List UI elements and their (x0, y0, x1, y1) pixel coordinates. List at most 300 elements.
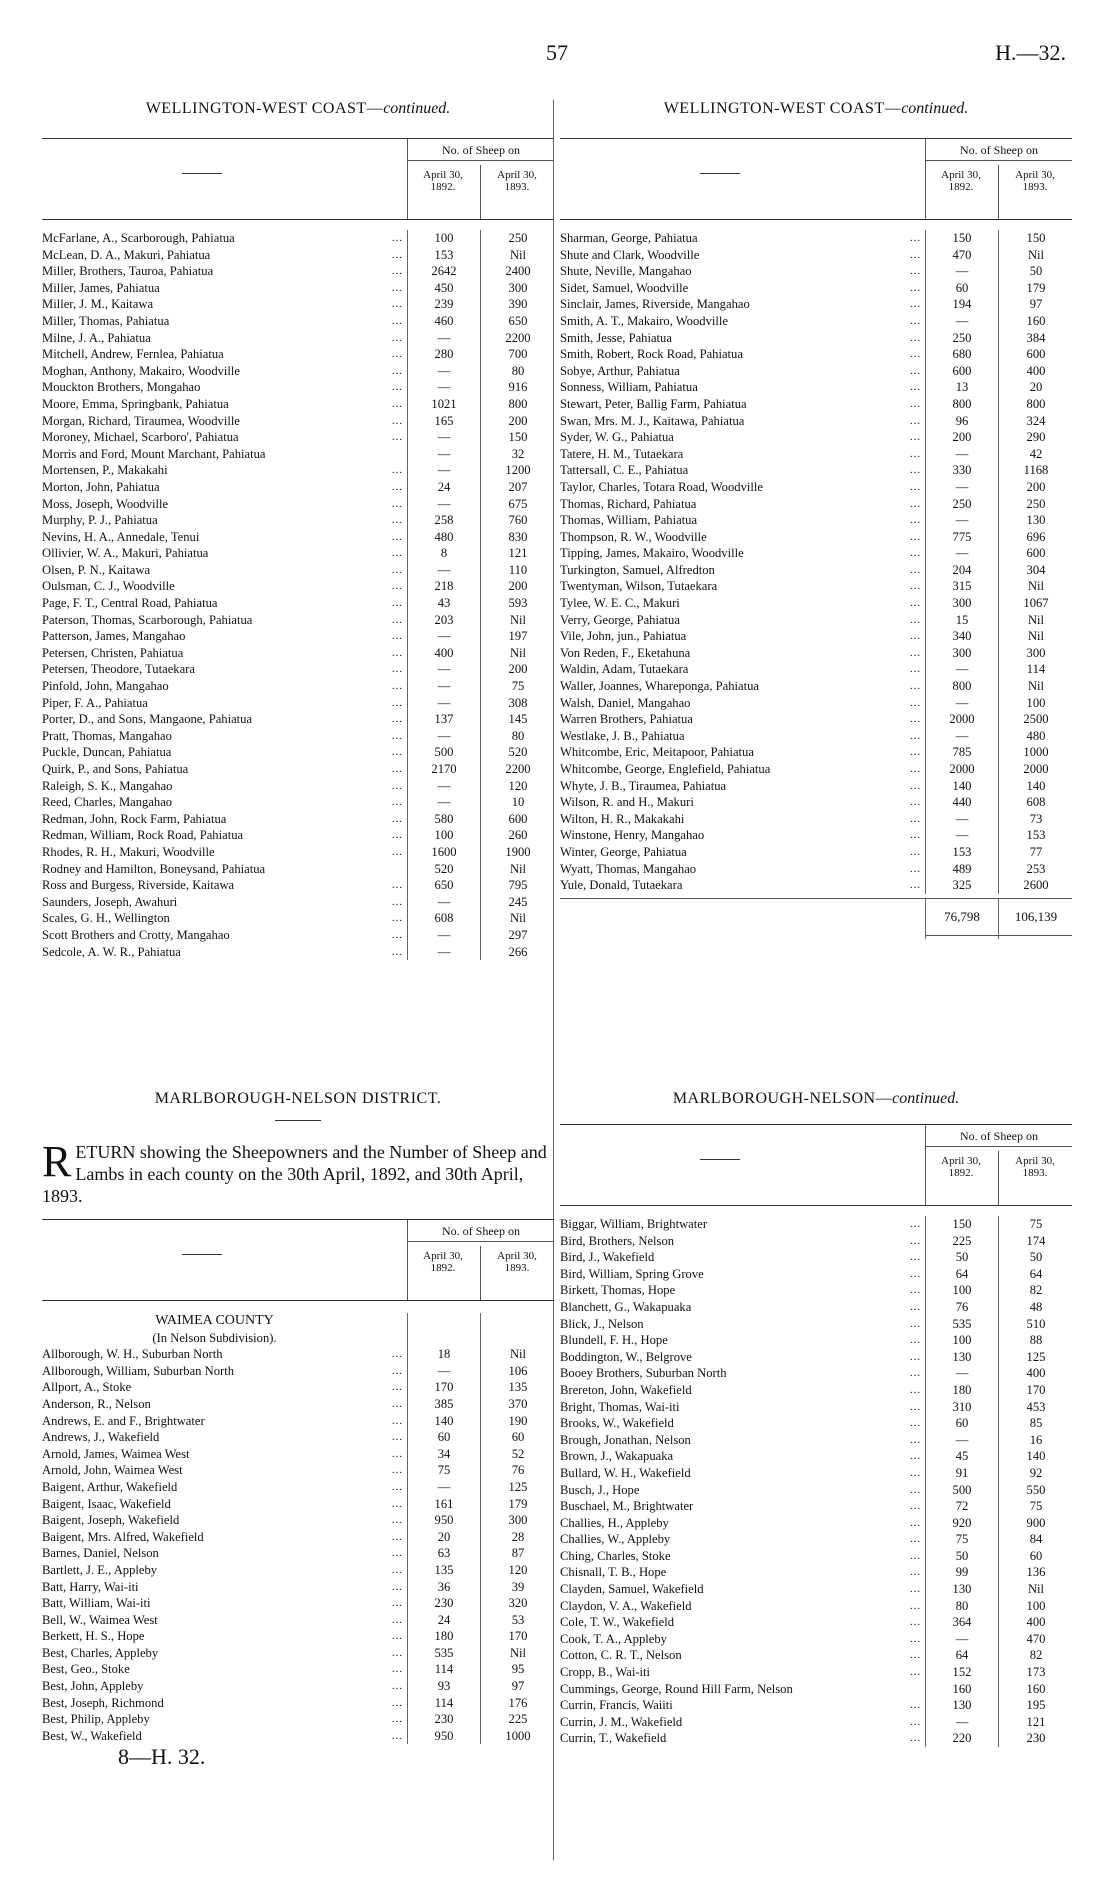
leader-dots: … (909, 248, 921, 261)
leader-dots: … (391, 1381, 403, 1394)
leader-dots: … (391, 1547, 403, 1560)
sheep-1893: 121 (1026, 1714, 1046, 1729)
owner-name: Murphy, P. J., Pahiatua (42, 513, 158, 528)
table-row (42, 1413, 554, 1430)
sheep-1893: 121 (508, 546, 528, 561)
table-row (560, 1415, 1072, 1432)
leader-dots: … (909, 862, 921, 875)
sheep-1893: Nil (509, 645, 527, 660)
sheep-1893: Nil (509, 612, 527, 627)
sheep-1892: — (437, 562, 451, 577)
table-row (560, 1548, 1072, 1565)
sheep-1893: 2600 (1023, 878, 1049, 893)
table-row (560, 1564, 1072, 1581)
sheep-1893: 608 (1026, 795, 1046, 810)
totals-row (560, 898, 1072, 939)
sheep-1892: 99 (955, 1565, 969, 1580)
owner-name: Westlake, J. B., Pahiatua (560, 728, 685, 743)
owner-name: Petersen, Theodore, Tutaekara (42, 662, 195, 677)
sheep-1893: 120 (508, 778, 528, 793)
table-row (42, 313, 554, 330)
leader-dots: … (391, 1713, 403, 1726)
table-row (560, 1299, 1072, 1316)
sheep-1893: 28 (511, 1529, 525, 1544)
owner-name: Redman, John, Rock Farm, Pahiatua (42, 811, 227, 826)
sheep-1892: 64 (955, 1266, 969, 1281)
leader-dots: … (909, 696, 921, 709)
sheep-1893: 125 (1026, 1349, 1046, 1364)
owner-name: Allport, A., Stoke (42, 1380, 132, 1395)
table-row (42, 446, 554, 463)
table-row (560, 1498, 1072, 1515)
table-row (42, 695, 554, 712)
sheep-1892: 204 (952, 562, 972, 577)
table-header (560, 138, 1072, 220)
leader-dots: … (909, 613, 921, 626)
leader-dots: … (391, 729, 403, 742)
sheep-1893: 160 (1026, 1681, 1046, 1696)
sheep-1893: 170 (508, 1629, 528, 1644)
sheep-1892: 114 (434, 1662, 454, 1677)
sheep-1892: 60 (955, 1416, 969, 1431)
leader-dots: … (391, 713, 403, 726)
sheep-1892: 950 (434, 1728, 454, 1743)
owner-name: Nevins, H. A., Annedale, Tenui (42, 529, 200, 544)
sheep-1892: 400 (434, 645, 454, 660)
table-row (42, 1512, 554, 1529)
leader-dots: … (391, 1696, 403, 1709)
sheep-1892: — (955, 695, 969, 710)
sheep-1893: 1200 (505, 463, 531, 478)
leader-dots: … (391, 1613, 403, 1626)
page-number: 57 (546, 40, 568, 65)
sheep-1892: — (437, 944, 451, 959)
table-row (560, 695, 1072, 712)
leader-dots: … (391, 281, 403, 294)
sheep-1893: 140 (1026, 778, 1046, 793)
leader-dots: … (909, 812, 921, 825)
sheep-1893: 176 (508, 1695, 528, 1710)
sheep-1893: 150 (1026, 231, 1046, 245)
sheep-1893: 100 (1026, 695, 1046, 710)
table-row (42, 1728, 554, 1745)
sheep-1893: 2400 (505, 264, 531, 279)
sheep-1892: 180 (434, 1629, 454, 1644)
header-no-of-sheep: No. of Sheep on (926, 143, 1072, 161)
sheep-1893: 800 (508, 396, 528, 411)
table-row (42, 1462, 554, 1479)
leader-dots: … (909, 646, 921, 659)
section-title: WELLINGTON-WEST COAST—continued. (145, 100, 451, 117)
sheep-1892: — (955, 1714, 969, 1729)
sheep-1893: 207 (508, 479, 528, 494)
leader-dots: … (391, 779, 403, 792)
owner-name: Blanchett, G., Wakapuaka (560, 1299, 692, 1314)
leader-dots: … (391, 497, 403, 510)
sheep-1892: — (437, 330, 451, 345)
wellington-west-coast-left (42, 100, 554, 960)
owner-name: Tatere, H. M., Tutaekara (560, 446, 684, 461)
sheep-1892: — (437, 695, 451, 710)
sheep-1893: 100 (1026, 1598, 1046, 1613)
owner-name: Arnold, John, Waimea West (42, 1463, 183, 1478)
table-row (42, 910, 554, 927)
leader-dots: … (909, 1450, 921, 1463)
leader-dots: … (909, 1367, 921, 1380)
sheep-1893: 125 (508, 1479, 528, 1494)
sheep-1892: — (437, 363, 451, 378)
table-row (42, 1346, 554, 1363)
table-row (42, 678, 554, 695)
table-row (42, 1711, 554, 1728)
owner-name: Cook, T. A., Appleby (560, 1631, 667, 1646)
table-row (560, 612, 1072, 629)
leader-dots: … (909, 364, 921, 377)
leader-dots: … (391, 696, 403, 709)
table-row (42, 778, 554, 795)
leader-dots: … (391, 646, 403, 659)
leader-dots: … (909, 663, 921, 676)
leader-dots: … (391, 1447, 403, 1460)
sheep-1892: 315 (952, 579, 972, 594)
leader-dots: … (391, 879, 403, 892)
leader-dots: … (909, 514, 921, 527)
table-row (560, 1482, 1072, 1499)
sheep-1893: 82 (1029, 1283, 1043, 1298)
owner-name: Ollivier, W. A., Makuri, Pahiatua (42, 546, 209, 561)
owner-name: Porter, D., and Sons, Mangaone, Pahiatua (42, 712, 253, 727)
leader-dots: … (391, 845, 403, 858)
leader-dots: … (909, 1400, 921, 1413)
leader-dots: … (909, 480, 921, 493)
sheep-1893: 53 (511, 1612, 525, 1627)
owner-name: Warren Brothers, Pahiatua (560, 712, 693, 727)
owner-name: Pratt, Thomas, Mangahao (42, 728, 172, 743)
sheep-1892: 60 (955, 280, 969, 295)
owner-name: Clayden, Samuel, Wakefield (560, 1582, 704, 1597)
sheep-1892: 75 (955, 1532, 969, 1547)
sheep-1893: 245 (508, 894, 528, 909)
leader-dots: … (909, 1549, 921, 1562)
table-row (42, 379, 554, 396)
table-row (42, 479, 554, 496)
table-row (42, 263, 554, 280)
sheep-1893: 50 (1029, 264, 1043, 279)
leader-dots: … (391, 613, 403, 626)
sheep-1892: 100 (434, 828, 454, 843)
table-row (42, 744, 554, 761)
sheep-1893: 174 (1026, 1233, 1046, 1248)
sheep-1892: — (955, 728, 969, 743)
sheep-1892: 75 (437, 1463, 451, 1478)
leader-dots: … (391, 1530, 403, 1543)
sheep-1893: 197 (508, 629, 528, 644)
owner-name: Thomas, William, Pahiatua (560, 513, 698, 528)
owner-name: Yule, Donald, Tutaekara (560, 878, 683, 893)
table-row (42, 628, 554, 645)
leader-dots: … (391, 895, 403, 908)
sheep-1893: 85 (1029, 1416, 1043, 1431)
sheep-1893: 52 (511, 1446, 525, 1461)
owner-name: Brown, J., Wakapuaka (560, 1449, 674, 1464)
sheep-1893: 160 (1026, 313, 1046, 328)
owner-name: Miller, James, Pahiatua (42, 280, 160, 295)
table-row (560, 1399, 1072, 1416)
sheep-1893: 195 (1026, 1698, 1046, 1713)
owner-name: Allborough, William, Suburban North (42, 1363, 234, 1378)
leader-dots: … (909, 796, 921, 809)
table-row (42, 761, 554, 778)
owner-name: Booey Brothers, Suburban North (560, 1366, 727, 1381)
table-row (42, 894, 554, 911)
leader-dots: … (391, 763, 403, 775)
owner-name: Arnold, James, Waimea West (42, 1446, 190, 1461)
sheep-1893: 110 (508, 562, 528, 577)
leader-dots: … (391, 1630, 403, 1643)
table-row (560, 744, 1072, 761)
sheep-1892: — (437, 446, 451, 461)
sheep-1893: 200 (508, 579, 528, 594)
sheep-1893: 136 (1026, 1565, 1046, 1580)
sheep-1893: 520 (508, 745, 528, 760)
owner-name: Cropp, B., Wai-iti (560, 1665, 651, 1680)
leader-dots: … (909, 1500, 921, 1513)
table-row (42, 296, 554, 313)
sheep-1892: 140 (434, 1413, 454, 1428)
sheep-1892: 500 (434, 745, 454, 760)
sheep-1893: 308 (508, 695, 528, 710)
leader-dots: … (391, 1729, 403, 1742)
sheep-1892: — (437, 629, 451, 644)
sheep-1892: 72 (955, 1499, 969, 1514)
table-row (42, 330, 554, 347)
leader-dots: … (391, 530, 403, 543)
leader-dots: … (909, 265, 921, 278)
leader-dots: … (391, 431, 403, 444)
leader-dots: … (909, 281, 921, 294)
sheep-1892: — (437, 430, 451, 445)
sheep-1893: 76 (511, 1463, 525, 1478)
table-row (42, 545, 554, 562)
leader-dots: … (391, 630, 403, 643)
sheep-1893: 600 (1026, 546, 1046, 561)
leader-dots: … (909, 414, 921, 427)
sheep-1893: 550 (1026, 1482, 1046, 1497)
sheep-1893: 390 (508, 297, 528, 312)
owner-name: Morgan, Richard, Tiraumea, Woodville (42, 413, 240, 428)
sheep-1893: 916 (508, 380, 528, 395)
leader-dots: … (391, 1348, 403, 1361)
sheep-1892: 140 (952, 778, 972, 793)
table-row (560, 1332, 1072, 1349)
sheep-1893: 120 (508, 1562, 528, 1577)
sheep-1893: 230 (1026, 1731, 1046, 1746)
sheep-1892: — (955, 1432, 969, 1447)
table-row (560, 545, 1072, 562)
owner-name: Cummings, George, Round Hill Farm, Nelson (560, 1681, 793, 1696)
table-row (42, 1562, 554, 1579)
owner-name: Morton, John, Pahiatua (42, 479, 160, 494)
sheep-1892: 608 (434, 911, 454, 926)
table-row (560, 844, 1072, 861)
table-row (560, 678, 1072, 695)
sheep-1893: 75 (1029, 1499, 1043, 1514)
sheep-1893: 1000 (505, 1728, 531, 1743)
header-col-1893: April 30, 1893. (497, 1250, 537, 1274)
leader-dots: … (391, 1563, 403, 1576)
sheep-1893: 42 (1029, 446, 1043, 461)
header-col-1893: April 30, 1893. (497, 169, 537, 193)
owner-name: Currin, Francis, Waiiti (560, 1698, 673, 1713)
owner-name: Redman, William, Rock Road, Pahiatua (42, 828, 244, 843)
table-row (560, 280, 1072, 297)
leader-dots: … (909, 597, 921, 610)
table-row (560, 562, 1072, 579)
leader-dots: … (909, 680, 921, 693)
sheep-1893: 300 (1026, 645, 1046, 660)
owner-name: Mouckton Brothers, Mongahao (42, 380, 201, 395)
table-row (560, 1448, 1072, 1465)
sheep-1893: 2000 (1023, 762, 1049, 776)
owner-name: Barnes, Daniel, Nelson (42, 1546, 159, 1561)
table-header (42, 1219, 554, 1301)
owner-name: Olsen, P. N., Kaitawa (42, 562, 151, 577)
sheep-1893: 92 (1029, 1465, 1043, 1480)
leader-dots: … (909, 431, 921, 444)
sheep-1892: — (955, 662, 969, 677)
sheep-1893: 82 (1029, 1648, 1043, 1663)
sheep-1892: 2000 (949, 762, 975, 776)
sheep-1892: 170 (434, 1380, 454, 1395)
owner-name: Reed, Charles, Mangahao (42, 795, 173, 810)
table-header (42, 138, 554, 220)
sheep-1892: 100 (434, 231, 454, 245)
sheep-1892: 76 (955, 1299, 969, 1314)
sheep-1893: 20 (1029, 380, 1043, 395)
table-row (42, 396, 554, 413)
sheep-1893: 75 (511, 679, 525, 694)
table-row (560, 827, 1072, 844)
table-body (42, 230, 554, 960)
table-row (560, 1581, 1072, 1598)
sheep-1892: 180 (952, 1382, 972, 1397)
leader-dots: … (909, 1417, 921, 1430)
table-row (560, 661, 1072, 678)
owner-name: Miller, Thomas, Pahiatua (42, 313, 170, 328)
owner-name: Cole, T. W., Wakefield (560, 1615, 675, 1630)
table-row (42, 1363, 554, 1380)
leader-dots: … (391, 397, 403, 410)
sheep-1892: — (955, 811, 969, 826)
sheep-1893: Nil (509, 1347, 527, 1362)
leader-dots: … (391, 1646, 403, 1659)
leader-dots: … (391, 464, 403, 477)
sheep-1892: 60 (437, 1430, 451, 1445)
table-body (560, 230, 1072, 894)
sheep-1893: Nil (1027, 247, 1045, 262)
leader-dots: … (391, 547, 403, 560)
leader-dots: … (391, 480, 403, 493)
leader-dots: … (909, 298, 921, 311)
table-row (560, 462, 1072, 479)
sheep-1893: 2500 (1023, 712, 1049, 727)
owner-name: Challies, W., Appleby (560, 1532, 671, 1547)
leader-dots: … (391, 1597, 403, 1610)
sheep-1892: 239 (434, 297, 454, 312)
table-row (560, 263, 1072, 280)
leader-dots: … (909, 1350, 921, 1363)
sheep-1893: 470 (1026, 1631, 1046, 1646)
sheep-1892: 50 (955, 1250, 969, 1265)
owner-name: Smith, Robert, Rock Road, Pahiatua (560, 347, 743, 362)
sheep-1893: 39 (511, 1579, 525, 1594)
owner-name: Morris and Ford, Mount Marchant, Pahiatua (42, 446, 266, 461)
sheep-1893: 795 (508, 878, 528, 893)
sheep-1893: 135 (508, 1380, 528, 1395)
owner-name: Bright, Thomas, Wai-iti (560, 1399, 680, 1414)
sheep-1893: 650 (508, 313, 528, 328)
leader-dots: … (909, 1715, 921, 1728)
sheep-1892: 2000 (949, 712, 975, 727)
sheep-1892: — (437, 662, 451, 677)
sheep-1892: 480 (434, 529, 454, 544)
owner-name: Raleigh, S. K., Mangahao (42, 778, 173, 793)
sheep-1893: Nil (1027, 629, 1045, 644)
sheep-1892: 50 (955, 1548, 969, 1563)
sheep-1892: 34 (437, 1446, 451, 1461)
table-row (560, 761, 1072, 778)
owner-name: Tipping, James, Makairo, Woodville (560, 546, 744, 561)
sheep-1893: 2200 (505, 330, 531, 345)
sheep-1892: 43 (437, 596, 451, 611)
sheep-1892: — (955, 828, 969, 843)
owner-name: Scott Brothers and Crotty, Mangahao (42, 927, 230, 942)
sheep-1892: 1600 (431, 844, 457, 859)
sheep-1892: 2170 (431, 762, 457, 776)
owner-name: Batt, William, Wai-iti (42, 1596, 151, 1611)
owner-name: Shute and Clark, Woodville (560, 247, 700, 262)
sheep-1892: 130 (952, 1349, 972, 1364)
owner-name: Bullard, W. H., Wakefield (560, 1465, 691, 1480)
owner-name: Ching, Charles, Stoke (560, 1548, 671, 1563)
sheep-1893: 1900 (505, 844, 531, 859)
table-row (560, 313, 1072, 330)
sheep-1893: 200 (508, 413, 528, 428)
owner-name: Bell, W., Waimea West (42, 1612, 158, 1627)
owner-name: Currin, T., Wakefield (560, 1731, 667, 1746)
sheep-1893: 200 (1026, 479, 1046, 494)
sheep-1893: Nil (1027, 1582, 1045, 1597)
leader-dots: … (909, 530, 921, 543)
leader-dots: … (909, 447, 921, 460)
owner-name: Ross and Burgess, Riverside, Kaitawa (42, 878, 235, 893)
sheep-1893: 696 (1026, 529, 1046, 544)
leader-dots: … (909, 630, 921, 643)
sheep-1893: 60 (511, 1430, 525, 1445)
header-no-of-sheep: No. of Sheep on (926, 1129, 1072, 1147)
leader-dots: … (909, 1300, 921, 1313)
leader-dots: … (909, 1317, 921, 1330)
sheep-1893: Nil (1027, 612, 1045, 627)
sheep-1892: 300 (952, 645, 972, 660)
owner-name: Patterson, James, Mangahao (42, 629, 186, 644)
owner-name: Paterson, Thomas, Scarborough, Pahiatua (42, 612, 253, 627)
sheep-1893: 370 (508, 1396, 528, 1411)
table-row (560, 811, 1072, 828)
owner-name: Sobye, Arthur, Pahiatua (560, 363, 680, 378)
owner-name: Thompson, R. W., Woodville (560, 529, 707, 544)
sheep-1892: 440 (952, 795, 972, 810)
